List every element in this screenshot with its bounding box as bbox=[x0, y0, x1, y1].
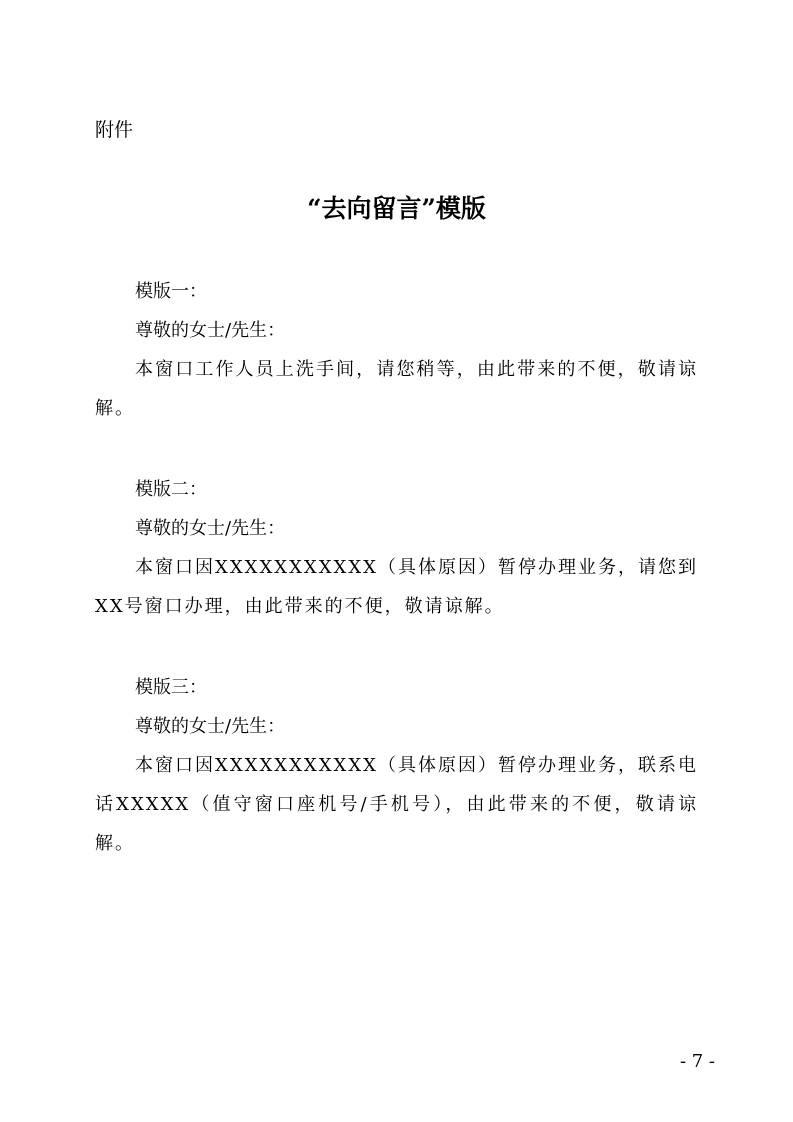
template-section-3 bbox=[95, 668, 698, 863]
template-greeting: 尊敬的女士/先生： bbox=[135, 518, 286, 539]
template-heading: 模版二： bbox=[135, 479, 207, 500]
document-title: “去向留言”模版 bbox=[307, 194, 486, 223]
template-section-2 bbox=[95, 470, 698, 626]
template-heading: 模版三： bbox=[135, 677, 207, 698]
template-body: 本窗口工作人员上洗手间，请您稍等，由此带来的不便，敬请谅解。 bbox=[95, 359, 698, 419]
template-heading: 模版一： bbox=[135, 281, 207, 302]
template-section-1 bbox=[95, 272, 698, 428]
template-body: 本窗口因XXXXXXXXXXX（具体原因）暂停办理业务，请您到XX号窗口办理，由此带来的不便，敬请谅解。 bbox=[95, 557, 698, 617]
template-greeting: 尊敬的女士/先生： bbox=[135, 716, 286, 737]
page-number: - 7 - bbox=[679, 1051, 715, 1072]
template-body: 本窗口因XXXXXXXXXXX（具体原因）暂停办理业务，联系电话XXXXX（值守窗口座机号/手机号），由此带来的不便，敬请谅解。 bbox=[95, 755, 698, 854]
template-greeting: 尊敬的女士/先生： bbox=[135, 320, 286, 341]
attachment-label: 附件 bbox=[95, 119, 134, 141]
